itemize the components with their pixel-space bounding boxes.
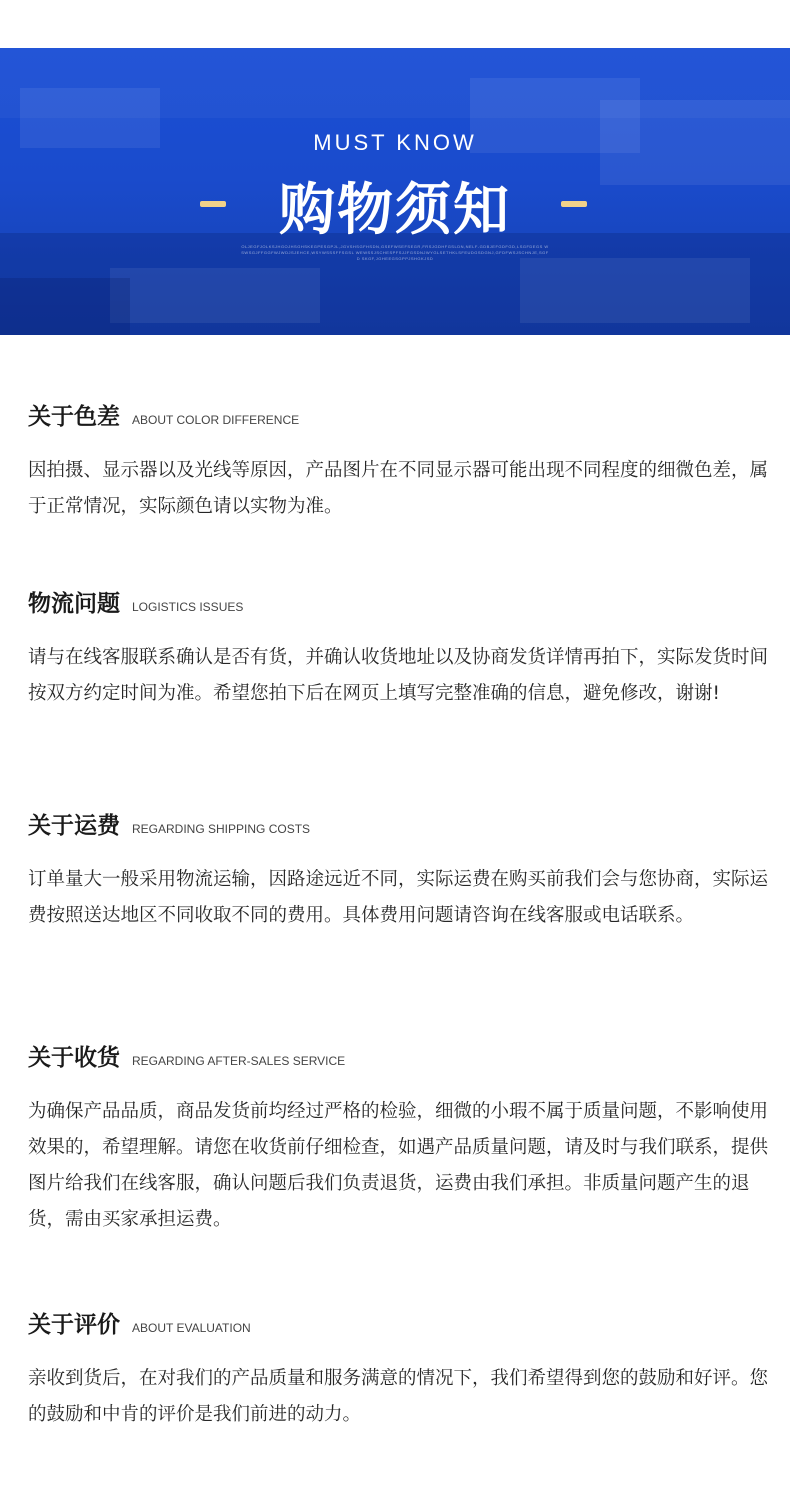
section-body: 亲收到货后，在对我们的产品质量和服务满意的情况下，我们希望得到您的鼓励和好评。您的鼓励和中肯的评价是我们前进的动力。 bbox=[28, 1368, 769, 1425]
section-body: 请与在线客服联系确认是否有货，并确认收货地址以及协商发货详情再拍下，实际发货时间按双方约定时间为准。希望您拍下后在网页上填写完整准确的信息，避免修改，谢谢! bbox=[28, 647, 769, 704]
section-body: 订单量大一般采用物流运输，因路途远近不同，实际运费在购买前我们会与您协商，实际运费按照送达地区不同收取不同的费用。具体费用问题请咨询在线客服或电话联系。 bbox=[28, 869, 769, 926]
section-header bbox=[28, 1039, 768, 1072]
section-title: 关于收货 bbox=[28, 1045, 120, 1071]
banner-fine-print: OLJEGFJOLKSJHGOJHSGHSKEGPESGPJL,JGVSHSGFHSDN,GSEFWSEFSEGR,FRSJGDHFGSLDN,NELF-GDBJEFGDFGD,LSGFDEGS WSWSGJFFGGFWJWDJSJEHCE,WSYWSSSFFSGSL WEWSSJSCHESPFSJJFGSDNJWYGLSETHKLSFEUDGSDGNJ,GFDFWSJSCHNJE,SGFD SKGF,JGHEEGSGPPJSHGKJSD bbox=[241, 244, 549, 261]
section-evaluation bbox=[28, 1306, 768, 1433]
section-title: 关于运费 bbox=[28, 813, 120, 839]
banner-title: 购物须知 bbox=[279, 178, 511, 243]
section-header bbox=[28, 1306, 768, 1339]
section-english-title: ABOUT COLOR DIFFERENCE bbox=[132, 413, 300, 427]
section-header bbox=[28, 398, 768, 431]
section-shipping-costs bbox=[28, 807, 768, 934]
section-english-title: REGARDING AFTER-SALES SERVICE bbox=[132, 1054, 346, 1068]
section-header bbox=[28, 807, 768, 840]
section-title: 关于评价 bbox=[28, 1312, 120, 1338]
must-know-banner bbox=[0, 48, 790, 335]
section-logistics bbox=[28, 585, 768, 712]
section-title: 物流问题 bbox=[28, 591, 120, 617]
section-english-title: LOGISTICS ISSUES bbox=[132, 600, 244, 614]
section-body: 因拍摄、显示器以及光线等原因，产品图片在不同显示器可能出现不同程度的细微色差，属于正常情况，实际颜色请以实物为准。 bbox=[28, 460, 769, 517]
section-color-difference bbox=[28, 398, 768, 525]
section-english-title: ABOUT EVALUATION bbox=[132, 1321, 251, 1335]
section-header bbox=[28, 585, 768, 618]
section-body: 为确保产品品质，商品发货前均经过严格的检验，细微的小瑕不属于质量问题，不影响使用效果的，希望理解。请您在收货前仔细检查，如遇产品质量问题，请及时与我们联系，提供图片给我们在线客服，确认问题后我们负责退货，运费由我们承担。非质量问题产生的退货，需由买家承担运费。 bbox=[28, 1101, 769, 1230]
banner-subtitle: MUST KNOW bbox=[313, 130, 477, 155]
section-title: 关于色差 bbox=[28, 404, 120, 430]
section-after-sales bbox=[28, 1039, 768, 1238]
right-dash-decoration bbox=[561, 201, 587, 207]
section-english-title: REGARDING SHIPPING COSTS bbox=[132, 822, 311, 836]
